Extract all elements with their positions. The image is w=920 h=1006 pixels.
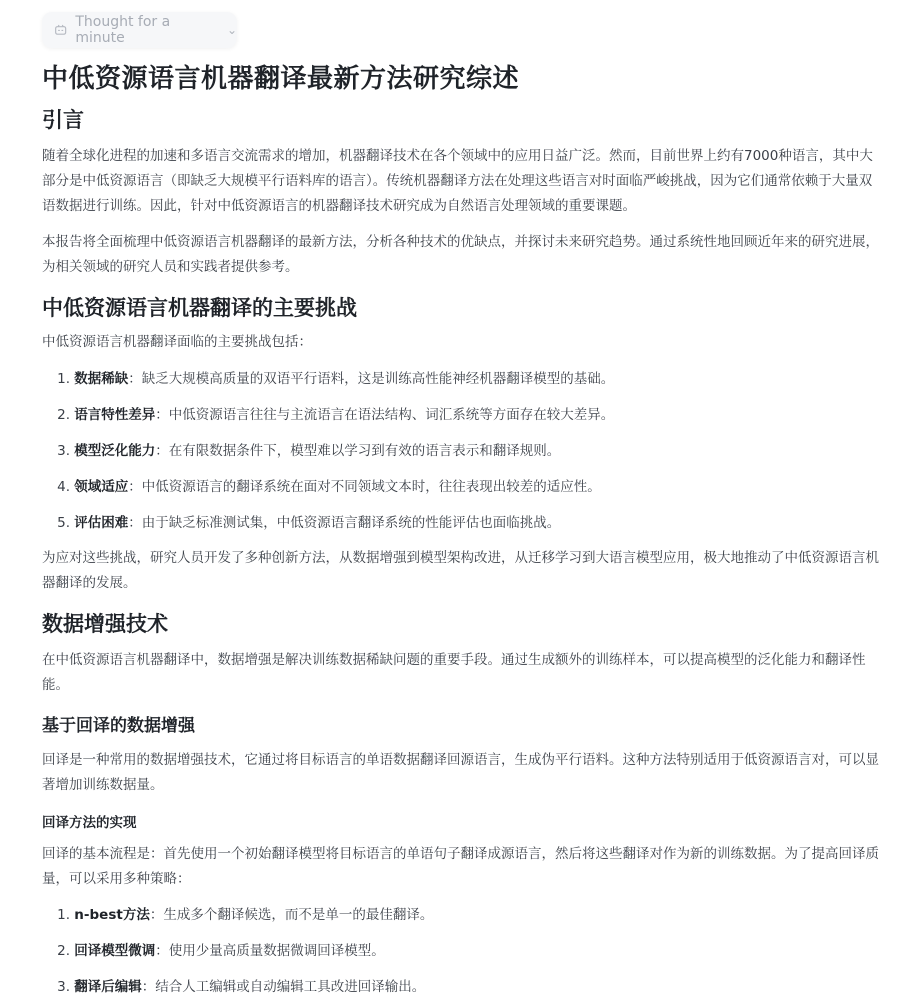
thought-icon xyxy=(54,23,67,37)
thought-label: Thought for a minute xyxy=(75,14,171,46)
chevron-down-icon: ⌄ xyxy=(226,23,237,37)
heading-intro: 引言 xyxy=(42,108,84,132)
document-title: 中低资源语言机器翻译最新方法研究综述 xyxy=(42,64,520,94)
paragraph-intro-2: 本报告将全面梳理中低资源语言机器翻译的最新方法，分析各种技术的优缺点，并探讨未来研究趋势。通过系统性地回顾近年来的研究进展，为相关领域的研究人员和实践者提供参考。 xyxy=(42,234,879,275)
paragraph-implementation: 回译的基本流程是：首先使用一个初始翻译模型将目标语言的单语句子翻译成源语言，然后将这些翻译对作为新的训练数据。为了提高回译质量，可以采用多种策略： xyxy=(42,846,879,887)
heading-back-translation: 基于回译的数据增强 xyxy=(42,716,195,736)
heading-implementation: 回译方法的实现 xyxy=(42,815,137,831)
list-item: 2. 回译模型微调：使用少量高质量数据微调回译模型。 xyxy=(57,943,385,959)
paragraph-challenges-intro: 中低资源语言机器翻译面临的主要挑战包括： xyxy=(42,334,312,350)
heading-challenges: 中低资源语言机器翻译的主要挑战 xyxy=(42,296,357,320)
list-item: 4. 领域适应：中低资源语言的翻译系统在面对不同领域文本时，往往表现出较差的适应性。 xyxy=(57,479,601,495)
list-item: 1. 数据稀缺：缺乏大规模高质量的双语平行语料，这是训练高性能神经机器翻译模型的基础。 xyxy=(57,371,615,387)
thought-toggle[interactable] xyxy=(42,12,237,48)
paragraph-back-translation: 回译是一种常用的数据增强技术，它通过将目标语言的单语数据翻译回源语言，生成伪平行语料。这种方法特别适用于低资源语言对，可以显著增加训练数据量。 xyxy=(42,752,879,793)
list-item: 3. 模型泛化能力：在有限数据条件下，模型难以学习到有效的语言表示和翻译规则。 xyxy=(57,443,561,459)
challenges-list xyxy=(42,361,880,541)
list-item: 1. n-best方法：生成多个翻译候选，而不是单一的最佳翻译。 xyxy=(57,907,434,923)
list-item: 2. 语言特性差异：中低资源语言往往与主流语言在语法结构、词汇系统等方面存在较大差异。 xyxy=(57,407,615,423)
strategies-list xyxy=(42,897,880,1005)
paragraph-challenges-outro: 为应对这些挑战，研究人员开发了多种创新方法，从数据增强到模型架构改进，从迁移学习到大语言模型应用，极大地推动了中低资源语言机器翻译的发展。 xyxy=(42,550,879,591)
list-item: 5. 评估困难：由于缺乏标准测试集，中低资源语言翻译系统的性能评估也面临挑战。 xyxy=(57,515,561,531)
paragraph-intro-1: 随着全球化进程的加速和多语言交流需求的增加，机器翻译技术在各个领域中的应用日益广泛。然而，目前世界上约有7000种语言，其中大部分是中低资源语言（即缺乏大规模平行语料库的语言）。传统机器翻译方法在处理这些语言对时面临严峻挑战，因为它们通常依赖于大量双语数据进行训练。因此，针对中低资源语言的机器翻译技术研究成为自然语言处理领域的重要课题。 xyxy=(42,148,873,214)
list-item: 3. 翻译后编辑：结合人工编辑或自动编辑工具改进回译输出。 xyxy=(57,979,426,995)
heading-data-augmentation: 数据增强技术 xyxy=(42,612,168,636)
paragraph-data-augmentation: 在中低资源语言机器翻译中，数据增强是解决训练数据稀缺问题的重要手段。通过生成额外的训练样本，可以提高模型的泛化能力和翻译性能。 xyxy=(42,652,866,693)
